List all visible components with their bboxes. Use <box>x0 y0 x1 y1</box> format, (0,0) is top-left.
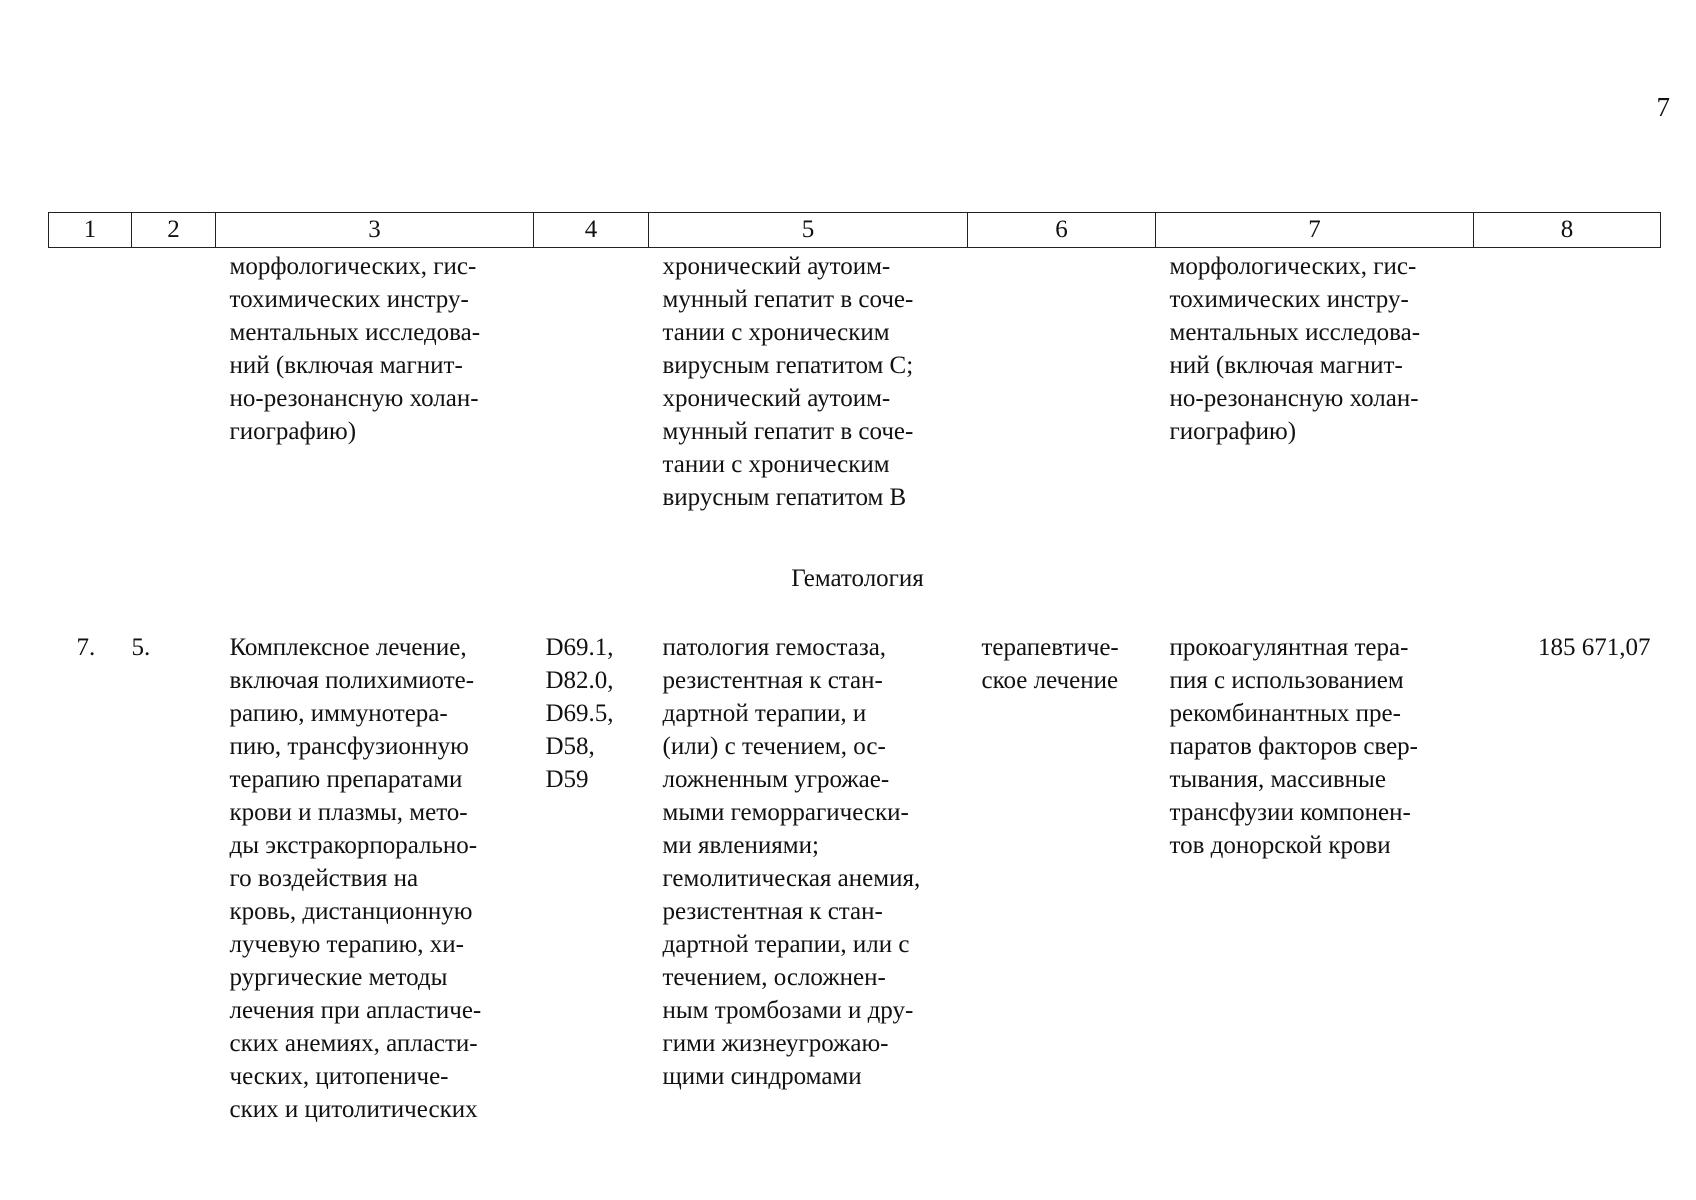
text-line: включая полихимиоте- <box>229 667 475 694</box>
text-line: ми явлениями; <box>662 832 819 859</box>
cont-cell-treatment <box>1156 248 1474 515</box>
cont-cell-4 <box>534 248 649 515</box>
text-line: дартной терапии, и <box>662 700 867 727</box>
text-line: прокоагулянтная тера- <box>1169 634 1409 661</box>
text-line: мунный гепатит в соче- <box>662 286 914 313</box>
icd-code: D69.1, <box>545 634 614 661</box>
text-line: дартной терапии, или с <box>662 931 910 958</box>
text-line: вирусным гепатитом В <box>662 484 907 511</box>
header-col-4: 4 <box>534 213 649 248</box>
cont-cell-diagnosis <box>649 248 968 515</box>
text-line: вирусным гепатитом С; <box>662 352 914 379</box>
header-col-6: 6 <box>968 213 1156 248</box>
text-line: пия с использованием <box>1169 667 1404 694</box>
cont-cell-2 <box>132 248 216 515</box>
text-line: морфологических, гис- <box>229 253 477 280</box>
row-group-number: 5. <box>131 634 151 661</box>
row-number: 7. <box>76 634 96 661</box>
text-line: но-резонансную холан- <box>1169 385 1419 412</box>
text-line: ным тромбозами и дру- <box>662 997 914 1024</box>
text-line: лучевую терапию, хи- <box>229 931 464 958</box>
header-col-5: 5 <box>649 213 968 248</box>
row-treatment-type <box>968 627 1156 1126</box>
text-line: тов донорской крови <box>1169 832 1391 859</box>
text-line: лечения при апластиче- <box>229 997 482 1024</box>
text-line: трансфузии компонен- <box>1169 799 1411 826</box>
text-line: гими жизнеугрожаю- <box>662 1030 889 1057</box>
medical-care-table <box>48 212 1661 1126</box>
header-col-1: 1 <box>49 213 132 248</box>
text-line: гиографию) <box>229 418 357 445</box>
text-line: мыми геморрагически- <box>662 799 909 826</box>
page-number: 7 <box>1656 92 1670 122</box>
text-line: ское лечение <box>981 667 1119 694</box>
document-body <box>48 212 1660 1126</box>
text-line: резистентная к стан- <box>662 898 883 925</box>
text-line: ментальных исследова- <box>229 319 481 346</box>
text-line: ний (включая магнит- <box>1169 352 1403 379</box>
text-line: ложненным угрожае- <box>662 766 890 793</box>
cont-cell-8 <box>1474 248 1661 515</box>
table-header <box>49 213 1661 248</box>
row-diagnosis <box>649 627 968 1126</box>
cont-cell-6 <box>968 248 1156 515</box>
text-line: тывания, массивные <box>1169 766 1386 793</box>
cont-cell-methods <box>216 248 534 515</box>
text-line: тании с хроническим <box>662 319 890 346</box>
text-line: ских анемиях, апласти- <box>229 1030 478 1057</box>
text-line: рекомбинантных пре- <box>1169 700 1401 727</box>
text-line: но-резонансную холан- <box>229 385 479 412</box>
row-cost: 185 671,07 <box>1538 634 1651 661</box>
text-line: хронический аутоим- <box>662 253 891 280</box>
section-row <box>49 514 1661 627</box>
text-line: пию, трансфузионную <box>229 733 469 760</box>
text-line: кровь, дистанционную <box>229 898 473 925</box>
header-col-3: 3 <box>216 213 534 248</box>
text-line: гиографию) <box>1169 418 1297 445</box>
text-line: (или) с течением, ос- <box>662 733 886 760</box>
text-line: ды экстракорпорально- <box>229 832 478 859</box>
text-line: резистентная к стан- <box>662 667 883 694</box>
text-line: терапевтиче- <box>981 634 1119 661</box>
text-line: морфологических, гис- <box>1169 253 1417 280</box>
text-line: тохимических инстру- <box>1169 286 1409 313</box>
text-line: рапию, иммунотера- <box>229 700 448 727</box>
icd-code: D82.0, <box>545 667 614 694</box>
header-col-8: 8 <box>1474 213 1661 248</box>
icd-code: D59 <box>545 766 589 793</box>
text-line: ских и цитолитических <box>229 1096 478 1123</box>
cont-cell-1 <box>49 248 132 515</box>
text-line: го воздействия на <box>229 865 419 892</box>
row-treatment-method <box>1156 627 1474 1126</box>
text-line: течением, осложнен- <box>662 964 886 991</box>
icd-code: D69.5, <box>545 700 614 727</box>
icd-code: D58, <box>545 733 595 760</box>
text-line: ний (включая магнит- <box>229 352 463 379</box>
row-icd-codes <box>534 627 649 1126</box>
text-line: тании с хроническим <box>662 451 890 478</box>
text-line: патология гемостаза, <box>662 634 887 661</box>
header-col-7: 7 <box>1156 213 1474 248</box>
row-description <box>216 627 534 1126</box>
text-line: Комплексное лечение, <box>229 634 467 661</box>
text-line: мунный гепатит в соче- <box>662 418 914 445</box>
text-line: хронический аутоим- <box>662 385 891 412</box>
text-line: щими синдромами <box>662 1063 862 1090</box>
text-line: ментальных исследова- <box>1169 319 1421 346</box>
text-line: рургические методы <box>229 964 448 991</box>
text-line: крови и плазмы, мето- <box>229 799 468 826</box>
text-line: терапию препаратами <box>229 766 463 793</box>
table-row <box>49 627 1661 1126</box>
header-row <box>49 213 1661 248</box>
header-col-2: 2 <box>132 213 216 248</box>
text-line: паратов факторов свер- <box>1169 733 1419 760</box>
continuation-row <box>49 248 1661 515</box>
text-line: тохимических инстру- <box>229 286 469 313</box>
text-line: ческих, цитопениче- <box>229 1063 449 1090</box>
text-line: гемолитическая анемия, <box>662 865 921 892</box>
section-title: Гематология <box>791 565 924 592</box>
